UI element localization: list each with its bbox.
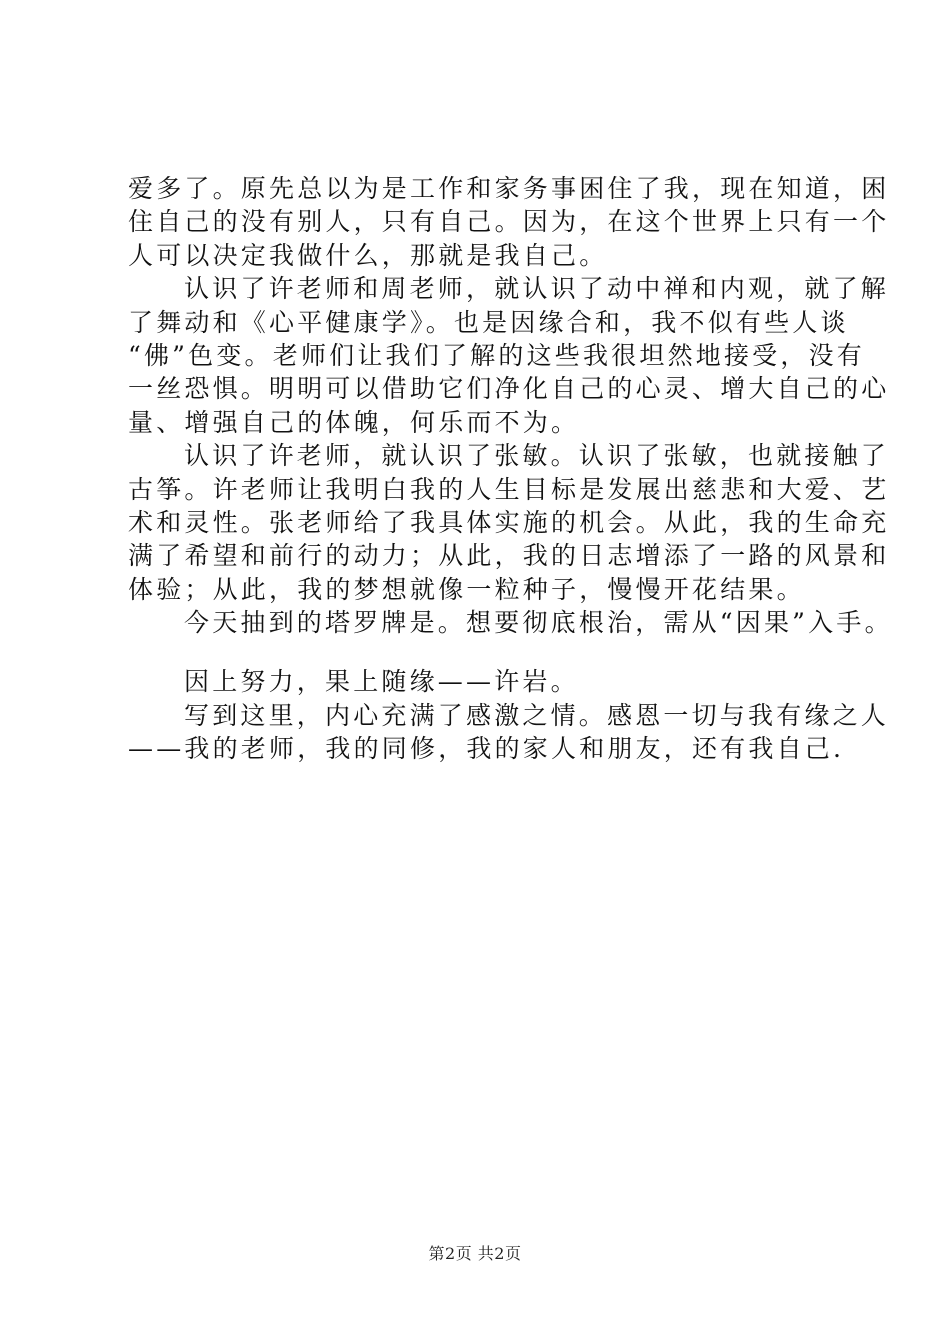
paragraph-start-line: 认识了许老师，就认识了张敏。认识了张敏，也就接触了 <box>184 441 890 471</box>
document-body <box>128 172 893 766</box>
page-footer: 第2页 共2页 <box>428 1244 522 1263</box>
paragraph-gap <box>128 639 858 665</box>
paragraph-start-line: 因上努力，果上随缘——许岩。 <box>184 667 579 697</box>
text-line: 量、增强自己的体魄，何乐而不为。 <box>128 407 580 437</box>
text-line: ——我的老师，我的同修，我的家人和朋友，还有我自己. <box>128 734 845 764</box>
text-line: 满了希望和前行的动力；从此，我的日志增添了一路的风景和 <box>128 541 890 571</box>
text-line: 住自己的没有别人，只有自己。因为，在这个世界上只有一个 <box>128 207 890 237</box>
text-line: 术和灵性。张老师给了我具体实施的机会。从此，我的生命充 <box>128 507 890 537</box>
text-line: 一丝恐惧。明明可以借助它们净化自己的心灵、增大自己的心 <box>128 374 890 404</box>
text-line: 体验；从此，我的梦想就像一粒种子，慢慢开花结果。 <box>128 574 805 604</box>
text-line: 古筝。许老师让我明白我的人生目标是发展出慈悲和大爱、艺 <box>128 474 890 504</box>
paragraph-start-line: 认识了许老师和周老师，就认识了动中禅和内观，就了解 <box>184 274 890 304</box>
text-line: 人可以决定我做什么，那就是我自己。 <box>128 240 608 270</box>
paragraph-start-line: 写到这里，内心充满了感激之情。感恩一切与我有缘之人 <box>184 700 890 730</box>
text-line: 了舞动和《心平健康学》。也是因缘合和，我不似有些人谈 <box>128 307 849 337</box>
text-line: “佛”色变。老师们让我们了解的这些我很坦然地接受，没有 <box>128 340 865 370</box>
text-line: 爱多了。原先总以为是工作和家务事困住了我，现在知道，困 <box>128 174 890 203</box>
paragraph-start-line: 今天抽到的塔罗牌是。想要彻底根治，需从“因果”入手。 <box>184 608 893 638</box>
